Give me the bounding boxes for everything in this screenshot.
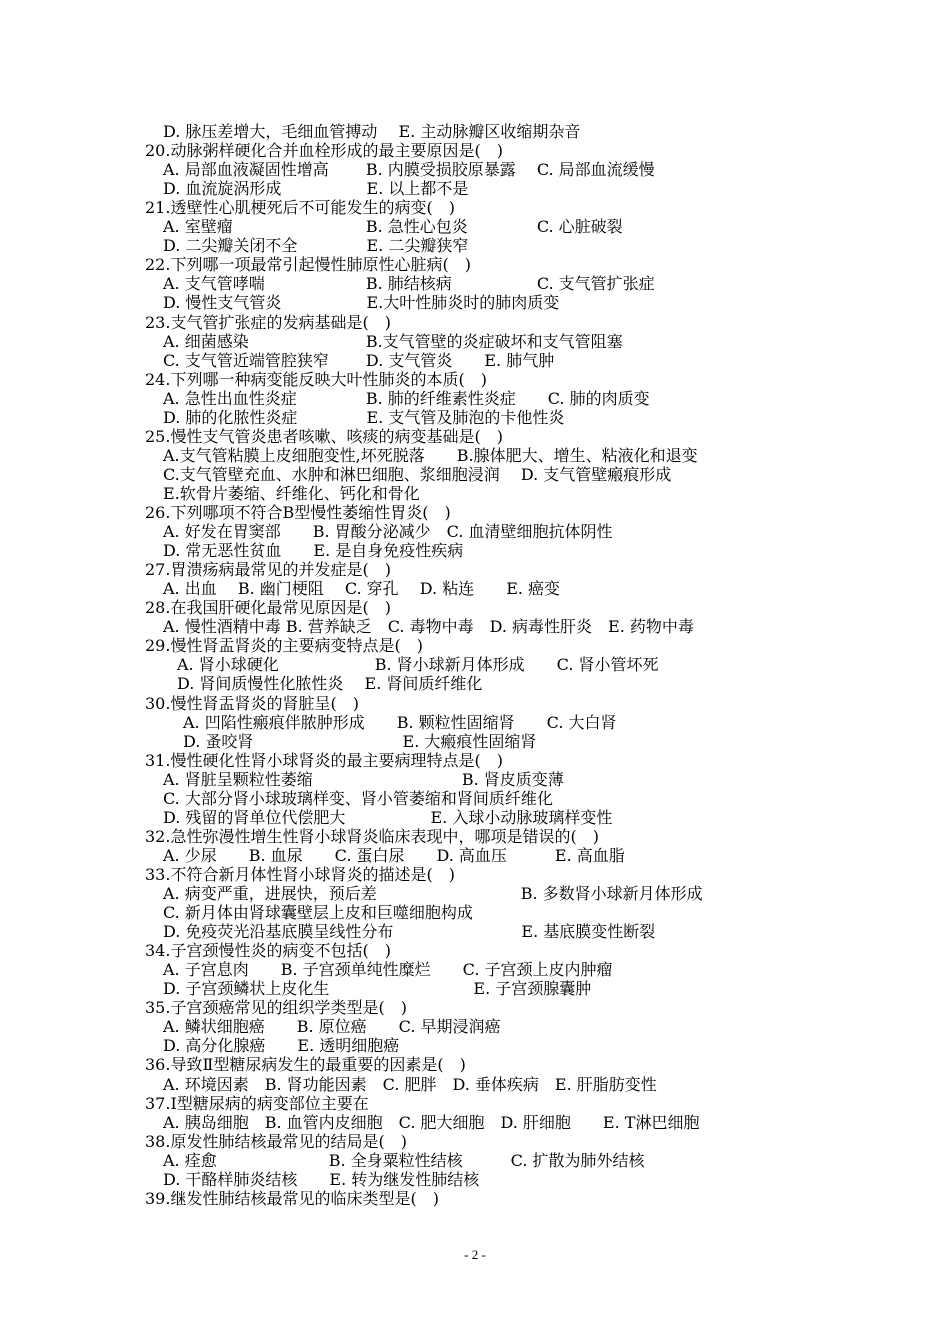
question-line: 24.下列哪一种病变能反映大叶性肺炎的本质( ) <box>145 369 487 389</box>
option-line: A. 细菌感染 B.支气管壁的炎症破坏和支气管阻塞 <box>163 331 623 351</box>
question-line: 34.子宫颈慢性炎的病变不包括( ) <box>145 941 391 961</box>
question-line: 35.子宫颈癌常见的组织学类型是( ) <box>145 998 407 1018</box>
option-line: C. 大部分肾小球玻璃样变、肾小管萎缩和肾间质纤维化 <box>163 788 553 808</box>
option-line: D. 脉压差增大，毛细血管搏动 E. 主动脉瓣区收缩期杂音 <box>163 122 581 141</box>
option-line: A. 子宫息肉 B. 子宫颈单纯性糜烂 C. 子宫颈上皮内肿瘤 <box>163 960 613 980</box>
page-number: - 2 - <box>464 1247 486 1262</box>
option-line: C. 支气管近端管腔狭窄 D. 支气管炎 E. 肺气肿 <box>163 350 555 370</box>
option-line: D. 高分化腺癌 E. 透明细胞癌 <box>163 1036 400 1056</box>
question-line: 31.慢性硬化性肾小球肾炎的最主要病理特点是( ) <box>145 750 503 770</box>
option-line: A. 慢性酒精中毒 B. 营养缺乏 C. 毒物中毒 D. 病毒性肝炎 E. 药物中毒 <box>163 617 694 637</box>
option-line: A. 出血 B. 幽门梗阻 C. 穿孔 D. 粘连 E. 癌变 <box>163 579 561 599</box>
question-line: 30.慢性肾盂肾炎的肾脏呈( ) <box>145 693 359 713</box>
option-line: D. 干酪样肺炎结核 E. 转为继发性肺结核 <box>163 1169 480 1189</box>
question-line: 39.继发性肺结核最常见的临床类型是( ) <box>145 1188 439 1208</box>
option-line: D. 常无恶性贫血 E. 是自身免疫性疾病 <box>163 541 464 561</box>
option-line: D. 免疫荧光沿基底膜呈线性分布 E. 基底膜变性断裂 <box>163 922 656 942</box>
question-line: 21.透壁性心肌梗死后不可能发生的病变( ) <box>145 198 455 218</box>
option-line: A. 鳞状细胞癌 B. 原位癌 C. 早期浸润癌 <box>163 1017 501 1037</box>
question-line: 33.不符合新月体性肾小球肾炎的描述是( ) <box>145 864 455 884</box>
question-line: 36.导致Ⅱ型糖尿病发生的最重要的因素是( ) <box>145 1055 466 1075</box>
option-line: D. 慢性支气管炎 E.大叶性肺炎时的肺肉质变 <box>163 293 560 313</box>
question-line: 20.动脉粥样硬化合并血栓形成的最主要原因是( ) <box>145 141 503 161</box>
question-line: 26.下列哪项不符合B型慢性萎缩性胃炎( ) <box>145 503 451 522</box>
question-line: 27.胃溃疡病最常见的并发症是( ) <box>145 560 391 580</box>
option-line: D. 肺的化脓性炎症 E. 支气管及肺泡的卡他性炎 <box>163 407 565 427</box>
question-line: 38.原发性肺结核最常见的结局是( ) <box>145 1131 407 1151</box>
option-line: A. 肾脏呈颗粒性萎缩 B. 肾皮质变薄 <box>163 769 564 789</box>
question-line: 28.在我国肝硬化最常见原因是( ) <box>145 598 391 618</box>
option-line: D. 血流旋涡形成 E. 以上都不是 <box>163 179 469 199</box>
option-line: A. 支气管哮喘 B. 肺结核病 C. 支气管扩张症 <box>163 274 655 294</box>
option-line: D. 蚤咬肾 E. 大瘢痕性固缩肾 <box>183 731 537 751</box>
question-line: 29.慢性肾盂肾炎的主要病变特点是( ) <box>145 636 423 656</box>
option-line: A. 病变严重，进展快，预后差 B. 多数肾小球新月体形成 <box>163 884 703 903</box>
question-line: 32.急性弥漫性增生性肾小球肾炎临床表现中，哪项是错误的( ) <box>145 826 599 846</box>
option-line: A. 痊愈 B. 全身粟粒性结核 C. 扩散为肺外结核 <box>163 1150 645 1170</box>
option-line: A. 凹陷性瘢痕伴脓肿形成 B. 颗粒性固缩肾 C. 大白肾 <box>183 712 617 732</box>
option-line: A. 胰岛细胞 B. 血管内皮细胞 C. 肥大细胞 D. 肝细胞 E. T淋巴细胞 <box>163 1112 700 1132</box>
option-line: C. 新月体由肾球囊壁层上皮和巨噬细胞构成 <box>163 903 473 923</box>
question-line: 23.支气管扩张症的发病基础是( ) <box>145 312 391 332</box>
option-line: D. 子宫颈鳞状上皮化生 E. 子宫颈腺囊肿 <box>163 979 592 999</box>
option-line: A. 急性出血性炎症 B. 肺的纤维素性炎症 C. 肺的肉质变 <box>163 388 650 408</box>
option-line: C.支气管壁充血、水肿和淋巴细胞、浆细胞浸润 D. 支气管壁瘢痕形成 <box>163 464 672 484</box>
option-line: A. 室壁瘤 B. 急性心包炎 C. 心脏破裂 <box>163 217 623 237</box>
option-line: E.软骨片萎缩、纤维化、钙化和骨化 <box>163 483 420 503</box>
option-line: A. 环境因素 B. 肾功能因素 C. 肥胖 D. 垂体疾病 E. 肝脂肪变性 <box>163 1074 657 1094</box>
option-line: D. 肾间质慢性化脓性炎 E. 肾间质纤维化 <box>177 674 483 694</box>
option-line: D. 残留的肾单位代偿肥大 E. 入球小动脉玻璃样变性 <box>163 807 613 827</box>
option-line: A. 局部血液凝固性增高 B. 内膜受损胶原暴露 C. 局部血流缓慢 <box>163 160 655 180</box>
option-line: A. 少尿 B. 血尿 C. 蛋白尿 D. 高血压 E. 高血脂 <box>163 845 625 865</box>
question-line: 25.慢性支气管炎患者咳嗽、咳痰的病变基础是( ) <box>145 426 503 446</box>
question-line: 22.下列哪一项最常引起慢性肺原性心脏病( ) <box>145 255 471 275</box>
option-line: A.支气管粘膜上皮细胞变性,坏死脱落 B.腺体肥大、增生、粘液化和退变 <box>163 445 698 465</box>
option-line: D. 二尖瓣关闭不全 E. 二尖瓣狭窄 <box>163 236 469 256</box>
question-line: 37.I型糖尿病的病变部位主要在 <box>145 1093 369 1113</box>
option-line: A. 好发在胃窦部 B. 胃酸分泌减少 C. 血清壁细胞抗体阴性 <box>163 522 613 542</box>
option-line: A. 肾小球硬化 B. 肾小球新月体形成 C. 肾小管坏死 <box>177 655 659 675</box>
